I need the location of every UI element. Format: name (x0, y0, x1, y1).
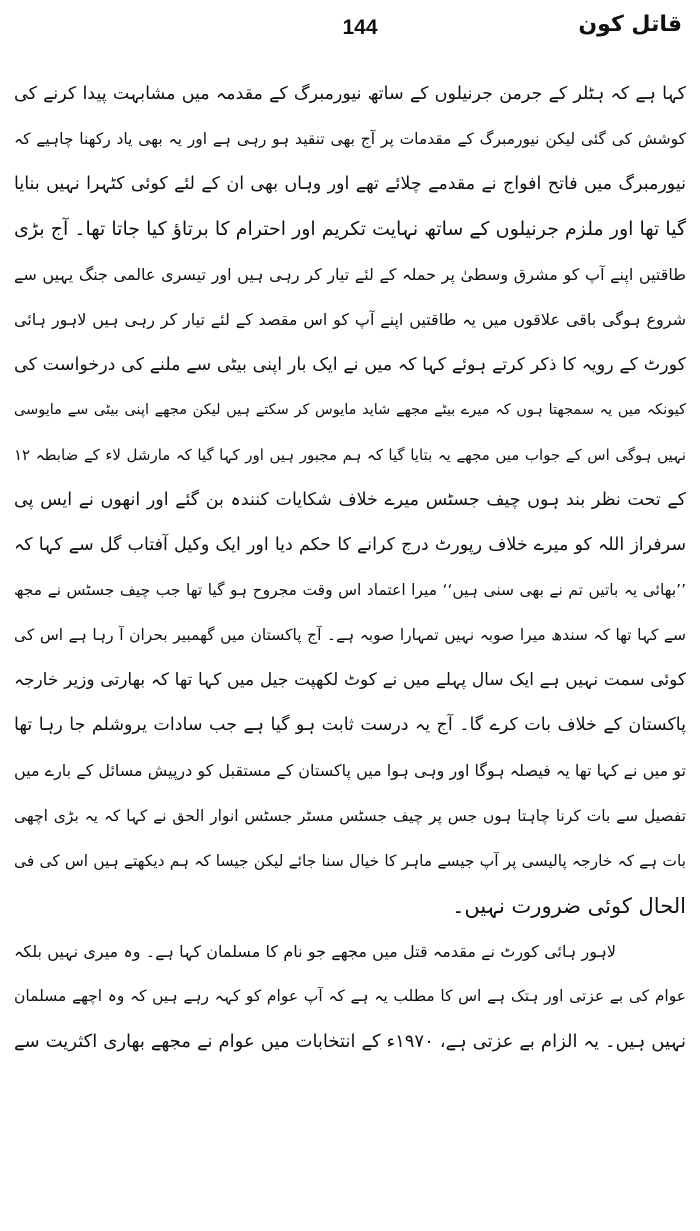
text-line: الحال کوئی ضرورت نہیں۔ (452, 893, 686, 918)
text-line: گیا تھا اور ملزم جرنیلوں کے ساتھ نہایت تکریم اور احترام کا برتاؤ کیا جاتا تھا۔ آج بڑی (14, 218, 686, 241)
text-line: بات ہے کہ خارجہ پالیسی پر آپ جیسے ماہر کا خیال سنا جائے لیکن جیسا کہ ہم دیکھتے ہیں اس کی فی (14, 851, 686, 870)
text-line: لاہور ہائی کورٹ نے مقدمہ قتل میں مجھے جو نام کا مسلمان کہا ہے۔ وہ میری نہیں بلکہ (14, 941, 616, 961)
text-line: نہیں ہیں۔ یہ الزام بے عزتی ہے، ۱۹۷۰ء کے انتخابات میں عوام نے مجھے بھاری اکثریت سے (14, 1030, 686, 1052)
text-line: شروع ہوگی باقی علاقوں میں یہ طاقتیں اپنے آپ کو اس مقصد کے لئے تیار کر رہی ہیں لاہور ہائی (14, 310, 686, 330)
text-line: نہیں ہوگی اس کے جواب میں مجھے یہ بتایا گیا کہ ہم مجبور ہیں اور کہا گیا کہ مارشل لاء کے ضابطہ ۱۲ (14, 445, 686, 464)
running-title: قاتل کون (578, 12, 682, 37)
paragraph-1 (14, 72, 686, 929)
text-line: کورٹ کے رویہ کا ذکر کرتے ہوئے کہا کہ میں نے ایک بار اپنی بیٹی سے ملنے کی درخواست کی (14, 354, 686, 375)
text-line: تفصیل سے بات کرنا چاہتا ہوں جس پر چیف جسٹس مسٹر جسٹس انوار الحق نے کہا کہ یہ بڑی اچھی (14, 806, 686, 825)
text-line: پاکستان کے خلاف بات کرے گا۔ آج یہ درست ثابت ہو گیا ہے جب سادات یروشلم جا رہا تھا (14, 715, 686, 736)
text-line: تو میں نے کہا تھا یہ فیصلہ ہوگا اور وہی ہوا میں پاکستان کے مستقبل کو درپیش مسائل کے بارے میں (14, 761, 686, 781)
text-line: سے کہا تھا کہ سندھ میرا صوبہ نہیں تمہارا صوبہ ہے۔ آج پاکستان میں گھمبیر بحران آ رہا ہے اس کی (14, 626, 686, 645)
text-line: نیورمبرگ میں فاتح افواج نے مقدمے چلائے تھے اور وہاں بھی ان کے لئے کوئی کٹہرا نہیں بنایا (14, 174, 686, 195)
page-header (0, 8, 700, 48)
text-line: عوام کی بے عزتی اور ہتک ہے اس کا مطلب یہ ہے کہ آپ عوام کو کہہ رہے ہیں کہ وہ اچھے مسلمان (14, 986, 686, 1005)
body-text (14, 72, 686, 1064)
text-line: ’’بھائی یہ باتیں تم نے بھی سنی ہیں‘‘ میرا اعتماد اس وقت مجروح ہو گیا تھا جب چیف جسٹس نے مجھ (14, 581, 686, 600)
text-line: کیونکہ میں یہ سمجھتا ہوں کہ میرے بیٹے مجھے شاید مایوس کر سکتے ہیں لیکن مجھے اپنی بیٹی سے مایوسی (14, 401, 686, 418)
text-line: طاقتیں اپنے آپ کو مشرق وسطیٰ پر حملہ کے لئے تیار کر رہی ہیں اور تیسری عالمی جنگ یہیں سے (14, 265, 686, 285)
text-line: کوئی سمت نہیں ہے ایک سال پہلے میں نے کوٹ لکھپت جیل میں کہا تھا کہ بھارتی وزیر خارجہ (14, 670, 686, 691)
text-line: سرفراز اللہ کو میرے خلاف رپورٹ درج کرانے کا حکم دیا اور ایک وکیل آفتاب گل سے کہا کہ (14, 534, 686, 555)
paragraph-2 (14, 929, 686, 1064)
text-line: کہا ہے کہ ہٹلر کے جرمن جرنیلوں کے ساتھ نیورمبرگ کے مقدمہ میں مشابہت پیدا کرنے کی (14, 84, 686, 104)
text-line: کوشش کی گئی لیکن نیورمبرگ کے مقدمات پر آج بھی تنقید ہو رہی ہے اور یہ بھی یاد رکھنا چاہیے کہ (14, 130, 686, 149)
text-line: کے تحت نظر بند ہوں چیف جسٹس میرے خلاف شکایات کنندہ بن گئے اور انھوں نے ایس پی (14, 489, 686, 510)
page-number: 144 (342, 16, 378, 39)
